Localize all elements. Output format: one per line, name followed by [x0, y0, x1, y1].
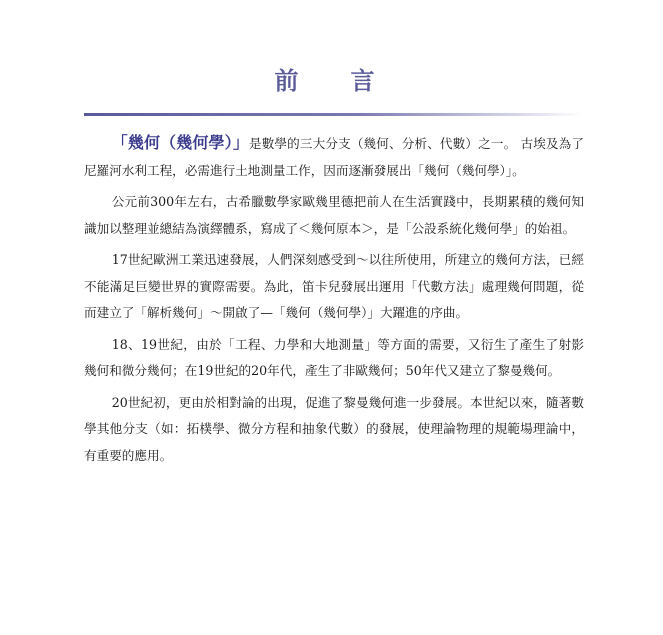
paragraph-text: 20世紀初，更由於相對論的出現，促進了黎曼幾何進一步發展。本世紀以來，隨著數學其他分支（如：拓樸學、微分方程和抽象代數）的發展，使理論物理的規範場理論中，有重要的應用。: [84, 394, 584, 463]
title-divider: [84, 113, 582, 116]
paragraph-1: [84, 130, 584, 184]
paragraph-4: [84, 332, 584, 385]
paragraph-5: [84, 390, 584, 470]
paragraph-text: 17世紀歐洲工業迅速發展，人們深刻感受到～以往所使用，所建立的幾何方法，已經不能滿足巨變世界的實際需要。為此，笛卡兒發展出運用「代數方法」處理幾何問題，從而建立了「解析幾何」～開啟了—「幾何（幾何學）」大躍進的序曲。: [84, 252, 584, 320]
paragraph-2: [84, 189, 584, 242]
paragraph-text: 18、19世紀，由於「工程、力學和大地測量」等方面的需要，又衍生了產生了射影幾何和微分幾何；在19世紀的20年代，產生了非歐幾何；50年代又建立了黎曼幾何。: [84, 336, 584, 378]
page-title: 前 言: [274, 66, 389, 95]
highlighted-term: 「幾何（幾何學）」: [111, 133, 249, 152]
paragraph-3: [84, 247, 584, 327]
paragraph-text: 公元前300年左右，古希臘數學家歐幾里德把前人在生活實踐中，長期累積的幾何知識加以整理並總結為演繹體系，寫成了＜幾何原本＞，是「公設系統化幾何學」的始祖。: [84, 194, 584, 236]
paragraph-text: 是數學的三大分支（幾何、分析、代數）之一。 古埃及為了尼羅河水利工程，必需進行土地測量工作，因而逐漸發展出「幾何（幾何學）」。: [84, 136, 584, 178]
body-text: [84, 130, 584, 474]
